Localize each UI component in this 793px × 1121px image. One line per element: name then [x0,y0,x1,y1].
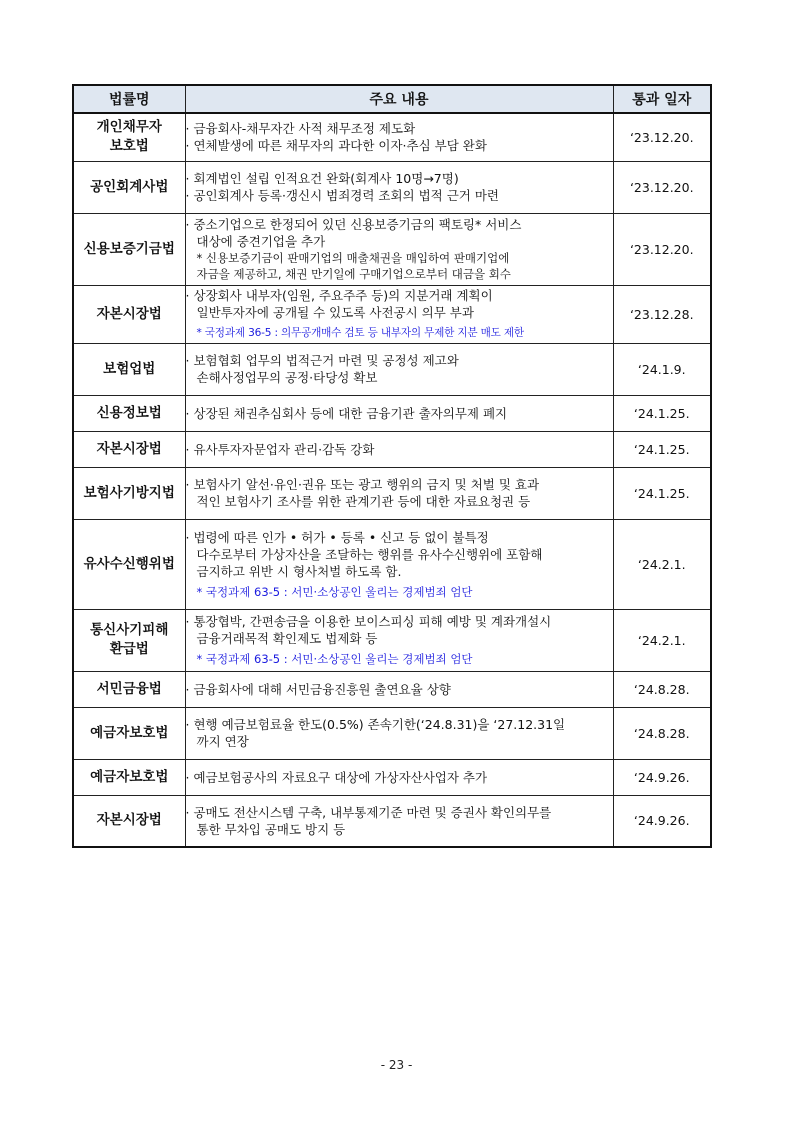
pass-date-cell: ‘24.9.26. [613,795,711,847]
content-cell [185,707,613,759]
header-pass-date: 통과 일자 [613,85,711,113]
law-name-cell [73,285,185,343]
content-bullet: · 유사투자자문업자 관리·감독 강화 [185,441,375,457]
page-number: - 23 - [380,1058,413,1072]
content-cell [185,759,613,795]
content-continuation: 통한 무차입 공매도 방지 등 [196,821,346,837]
pass-date-cell: ‘24.1.9. [613,343,711,395]
content-continuation: 일반투자자에 공개될 수 있도록 사전공시 의무 부과 [196,305,474,320]
content-bullet: · 상장회사 내부자(임원, 주요주주 등)의 지분거래 계획이 [185,288,493,303]
law-name-cell [73,343,185,395]
law-name-cell [73,519,185,609]
table-row [73,161,711,213]
table-row [73,609,711,671]
table-row [73,395,711,431]
content-cell [185,285,613,343]
content-bullet: · 통장협박, 간편송금을 이용한 보이스피싱 피해 예방 및 계좌개설시 [185,614,552,629]
pass-date-cell: ‘24.9.26. [613,759,711,795]
pass-date-cell: ‘24.8.28. [613,707,711,759]
table-row [73,431,711,467]
pass-date-cell: ‘23.12.28. [613,285,711,343]
law-name: 공인회계사법 [90,178,169,195]
content-cell [185,161,613,213]
content-footnote: 자금을 제공하고, 채권 만기일에 구매기업으로부터 대금을 회수 [196,267,511,281]
pass-date-cell: ‘24.1.25. [613,467,711,519]
content-cell [185,343,613,395]
content-cell [185,795,613,847]
content-cell [185,467,613,519]
law-name: 자본시장법 [96,440,162,457]
national-task-note: * 국정과제 63-5 : 서민·소상공인 울리는 경제범죄 엄단 [196,652,473,666]
content-cell [185,113,613,161]
law-name: 신용보증기금법 [83,240,175,257]
content-continuation: 금융거래목적 확인제도 법제화 등 [196,631,378,646]
content-bullet: · 보험협회 업무의 법적근거 마련 및 공정성 제고와 [185,353,459,368]
table-row [73,759,711,795]
pass-date-cell: ‘23.12.20. [613,113,711,161]
content-bullet: · 중소기업으로 한정되어 있던 신용보증기금의 팩토링* 서비스 [185,217,522,232]
content-bullet: · 회계법인 설립 인적요건 완화(회계사 10명→7명) [185,171,459,186]
content-continuation: 금지하고 위반 시 형사처벌 하도록 함. [196,563,402,579]
content-continuation: 대상에 중견기업을 추가 [196,234,326,249]
law-name: 유사수신행위법 [83,555,175,572]
law-name-cell [73,395,185,431]
content-bullet: · 공인회계사 등록·갱신시 범죄경력 조회의 법적 근거 마련 [185,188,499,203]
content-footnote: * 신용보증기금이 판매기업의 매출채권을 매입하여 판매기업에 [196,251,510,265]
table-row [73,795,711,847]
law-name: 예금자보호법 [90,724,169,741]
law-name-cell [73,467,185,519]
law-name-cell [73,609,185,671]
law-name: 예금자보호법 [90,768,169,785]
law-name-cell [73,671,185,707]
content-continuation: 손해사정업무의 공정·타당성 확보 [196,370,378,385]
content-cell [185,395,613,431]
law-name: 자본시장법 [96,305,162,322]
law-name-cell [73,707,185,759]
pass-date-cell: ‘23.12.20. [613,213,711,285]
content-continuation: 까지 연장 [196,734,249,749]
table-row [73,519,711,609]
pass-date-cell: ‘24.8.28. [613,671,711,707]
content-bullet: · 금융회사에 대해 서민금융진흥원 출연요율 상향 [185,681,451,697]
pass-date-cell: ‘24.2.1. [613,519,711,609]
law-name-cell [73,795,185,847]
law-name-cell [73,431,185,467]
table-row [73,213,711,285]
content-continuation: 적인 보험사기 조사를 위한 관계기관 등에 대한 자료요청권 등 [196,494,531,509]
law-name: 환급법 [109,641,149,657]
law-name-cell [73,113,185,161]
national-task-note: * 국정과제 36-5 : 의무공개매수 검토 등 내부자의 무제한 지분 매도 제한 [196,327,524,339]
table-row [73,671,711,707]
law-name-cell [73,213,185,285]
content-bullet: · 공매도 전산시스템 구축, 내부통제기준 마련 및 증권사 확인의무를 [185,804,552,820]
content-continuation: 다수로부터 가상자산을 조달하는 행위를 유사수신행위에 포함해 [196,546,543,562]
content-bullet: · 예금보험공사의 자료요구 대상에 가상자산사업자 추가 [185,769,488,785]
law-name-cell [73,759,185,795]
content-cell [185,431,613,467]
content-bullet: · 금융회사-채무자간 사적 채무조정 제도화 [185,121,416,137]
content-cell [185,671,613,707]
law-name: 보험사기방지법 [83,484,175,501]
header-law-name: 법률명 [73,85,185,113]
content-cell [185,213,613,285]
table-header-row [73,85,711,113]
law-name: 보호법 [109,138,149,155]
law-table [72,84,712,848]
content-cell [185,609,613,671]
content-bullet: · 현행 예금보험료율 한도(0.5%) 존속기한(‘24.8.31)을 ‘27.12.31일 [185,717,566,732]
pass-date-cell: ‘24.2.1. [613,609,711,671]
law-name: 신용정보법 [96,404,162,421]
pass-date-cell: ‘24.1.25. [613,395,711,431]
header-main-content: 주요 내용 [185,85,613,113]
law-name: 개인채무자 [96,119,162,136]
table-row [73,285,711,343]
table-row [73,467,711,519]
law-name: 통신사기피해 [90,622,169,638]
pass-date-cell: ‘23.12.20. [613,161,711,213]
content-bullet: · 보험사기 알선·유인·권유 또는 광고 행위의 금지 및 처벌 및 효과 [185,477,540,492]
content-cell [185,519,613,609]
law-name: 보험업법 [103,360,156,377]
pass-date-cell: ‘24.1.25. [613,431,711,467]
law-name: 자본시장법 [96,812,162,829]
content-bullet: · 상장된 채권추심회사 등에 대한 금융기관 출자의무제 폐지 [185,405,508,421]
content-bullet: · 연체발생에 따른 채무자의 과다한 이자·추심 부담 완화 [185,138,487,154]
law-name: 서민금융법 [96,680,162,697]
table-row [73,343,711,395]
law-name-cell [73,161,185,213]
table-row [73,707,711,759]
table-row [73,113,711,161]
national-task-note: * 국정과제 63-5 : 서민·소상공인 울리는 경제범죄 엄단 [196,584,473,599]
content-bullet: · 법령에 따른 인가 • 허가 • 등록 • 신고 등 없이 불특정 [185,529,489,545]
